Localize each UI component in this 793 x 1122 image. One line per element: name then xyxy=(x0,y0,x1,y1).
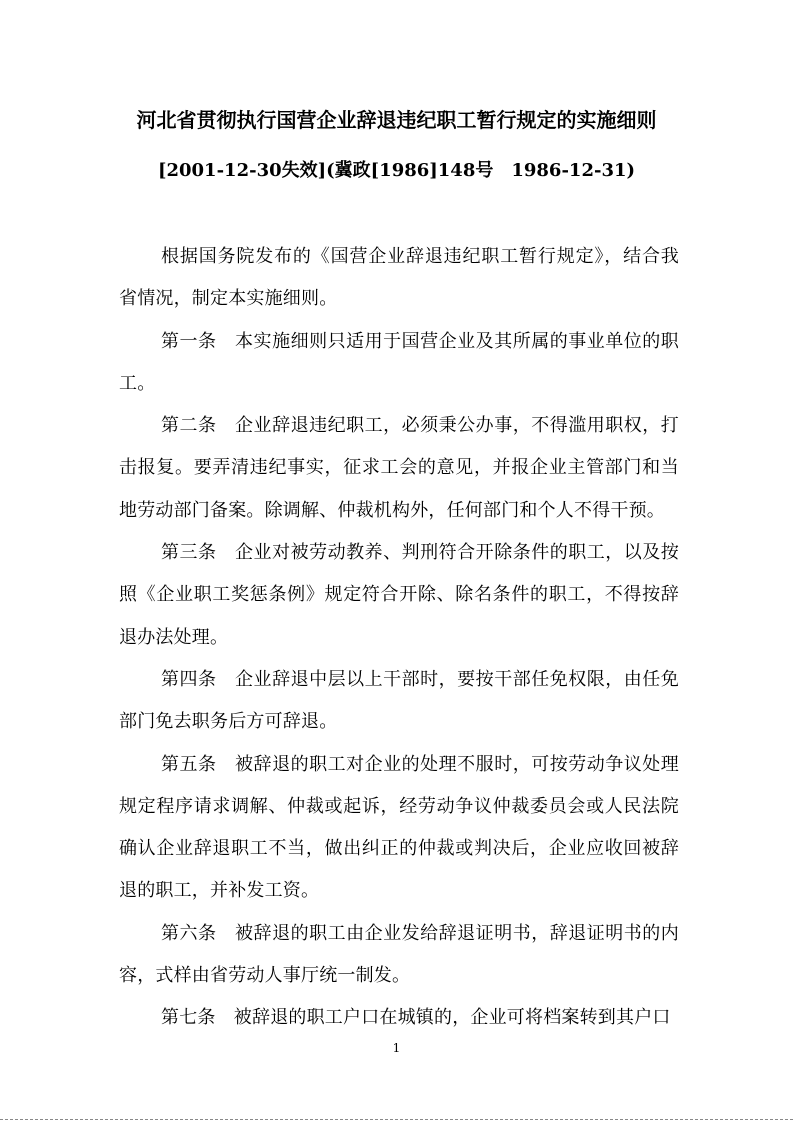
paragraph-article-1: 第一条 本实施细则只适用于国营企业及其所属的事业单位的职工。 xyxy=(119,330,679,394)
paragraph-preamble: 根据国务院发布的《国营企业辞退违纪职工暂行规定》，结合我省情况，制定本实施细则。 xyxy=(119,246,679,310)
document-subtitle: [2001-12-30失效](冀政[1986]148号 1986-12-31) xyxy=(157,160,636,181)
paragraph-article-6: 第六条 被辞退的职工由企业发给辞退证明书，辞退证明书的内容，式样由省劳动人事厅统一制发。 xyxy=(119,922,679,987)
page-bottom-divider xyxy=(0,1119,793,1120)
paragraph-article-3: 第三条 企业对被劳动教养、判刑符合开除条件的职工，以及按照《企业职工奖惩条例》规定符合开除、除名条件的职工，不得按辞退办法处理。 xyxy=(119,542,679,648)
page-number: 1 xyxy=(392,1041,401,1055)
paragraph-article-2: 第二条 企业辞退违纪职工，必须秉公办事，不得滥用职权，打击报复。要弄清违纪事实，征求工会的意见，并报企业主管部门和当地劳动部门备案。除调解、仲裁机构外，任何部门和个人不得干预。 xyxy=(119,415,679,521)
document-body xyxy=(119,236,679,1040)
paragraph-article-5: 第五条 被辞退的职工对企业的处理不服时，可按劳动争议处理规定程序请求调解、仲裁或起诉，经劳动争议仲裁委员会或人民法院确认企业辞退职工不当，做出纠正的仲裁或判决后，企业应收回被辞退的职工，并补发工资。 xyxy=(119,753,679,902)
paragraph-article-7: 第七条 被辞退的职工户口在城镇的，企业可将档案转到其户口 xyxy=(161,1007,671,1029)
document-title: 河北省贯彻执行国营企业辞退违纪职工暂行规定的实施细则 xyxy=(136,108,657,132)
paragraph-article-4: 第四条 企业辞退中层以上干部时，要按干部任免权限，由任免部门免去职务后方可辞退。 xyxy=(119,668,679,733)
